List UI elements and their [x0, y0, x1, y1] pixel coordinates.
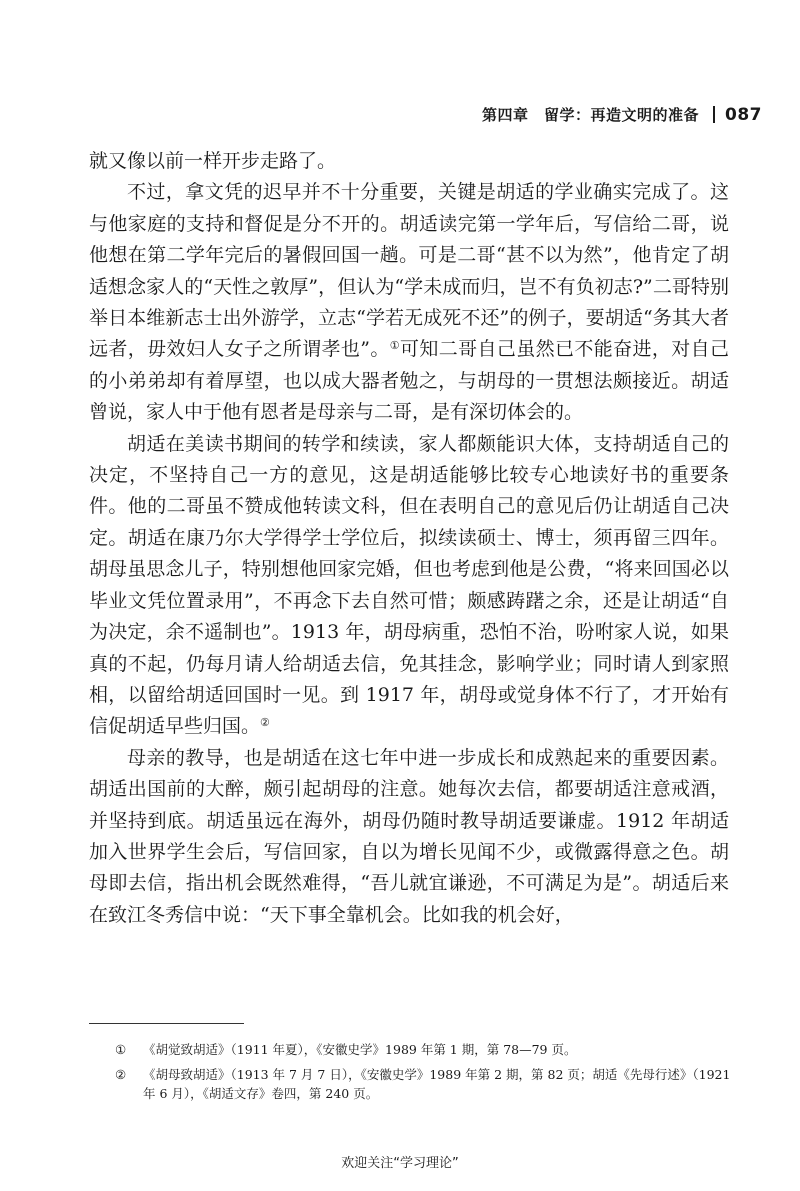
- paragraph-1: 就又像以前一样开步走路了。: [89, 150, 337, 172]
- body-text: [89, 146, 729, 931]
- paragraph-2: [89, 177, 729, 428]
- footnote-text: 《胡母致胡适》（1913 年 7 月 7 日），《安徽史学》1989 年第 2 期，第 82 页；胡适《先母行述》（1921 年 6 月），《胡适文存》卷四，第 240 页。: [143, 1067, 731, 1101]
- footnotes: [115, 1040, 735, 1109]
- paragraph-2-part-b: 可知二哥自己虽然已不能奋进，对自己的小弟弟却有着厚望，也以成大器者勉之，与胡母的一贯想法颇接近。胡适曾说，家人中于他有恩者是母亲与二哥，是有深切体会的。: [89, 338, 729, 424]
- footnote-2: [115, 1065, 735, 1103]
- chapter-title: 第四章 留学：再造文明的准备: [481, 106, 699, 124]
- paragraph-3: [89, 429, 729, 743]
- paragraph-2-part-a: 不过，拿文凭的迟早并不十分重要，关键是胡适的学业确实完成了。这与他家庭的支持和督促是分不开的。胡适读完第一学年后，写信给二哥，说他想在第二学年完后的暑假回国一趟。可是二哥“甚不以为然”，他肯定了胡适想念家人的“天性之敦厚”，但认为“学未成而归，岂不有负初志?”二哥特别举日本维新志士出外游学，立志“学若无成死不还”的例子，要胡适“务其大者远者，毋效妇人女子之所谓孝也”。: [89, 181, 729, 361]
- paragraph-3-part-a: 胡适在美读书期间的转学和续读，家人都颇能识大体，支持胡适自己的决定，不坚持自己一方的意见，这是胡适能够比较专心地读好书的重要条件。他的二哥虽不赞成他转读文科，但在表明自己的意见后仍让胡适自己决定。胡适在康乃尔大学得学士学位后，拟续读硕士、博士，须再留三四年。胡母虽思念儿子，特别想他回家完婚，但也考虑到他是公费，“将来回国必以毕业文凭位置录用”，不再念下去自然可惜；颇感踌躇之余，还是让胡适“自为决定，余不遥制也”。1913 年，胡母病重，恐怕不治，吩咐家人说，如果真的不起，仍每月请人给胡适去信，免其挂念，影响学业；同时请人到家照相，以留给胡适回国时一见。到 1917 年，胡母或觉身体不行了，才开始有信促胡适早些归国。: [89, 432, 729, 738]
- paragraph-4: 母亲的教导，也是胡适在这七年中进一步成长和成熟起来的重要因素。胡适出国前的大醉，颇引起胡母的注意。她每次去信，都要胡适注意戒酒，并坚持到底。胡适虽远在海外，胡母仍随时教导胡适要谦虚。1912 年胡适加入世界学生会后，写信回家，自以为增长见闻不少，或微露得意之色。胡母即去信，指出机会既然难得，“吾儿就宜谦逊，不可满足为是”。胡适后来在致江冬秀信中说：“天下事全靠机会。比如我的机会好，: [89, 746, 729, 926]
- footnote-ref-1: ①: [389, 339, 400, 353]
- footnote-ref-2: ②: [260, 716, 270, 730]
- footnote-1: [115, 1040, 735, 1059]
- footnote-divider: [89, 1023, 244, 1024]
- page-number: 087: [725, 104, 762, 125]
- footnote-mark: ②: [115, 1067, 127, 1082]
- running-head: [482, 104, 762, 125]
- footnote-mark: ①: [115, 1042, 127, 1057]
- header-separator: [713, 106, 715, 123]
- bottom-note: 欢迎关注“学习理论”: [341, 1156, 459, 1171]
- footnote-text: 《胡觉致胡适》（1911 年夏），《安徽史学》1989 年第 1 期，第 78—79 页。: [143, 1042, 577, 1057]
